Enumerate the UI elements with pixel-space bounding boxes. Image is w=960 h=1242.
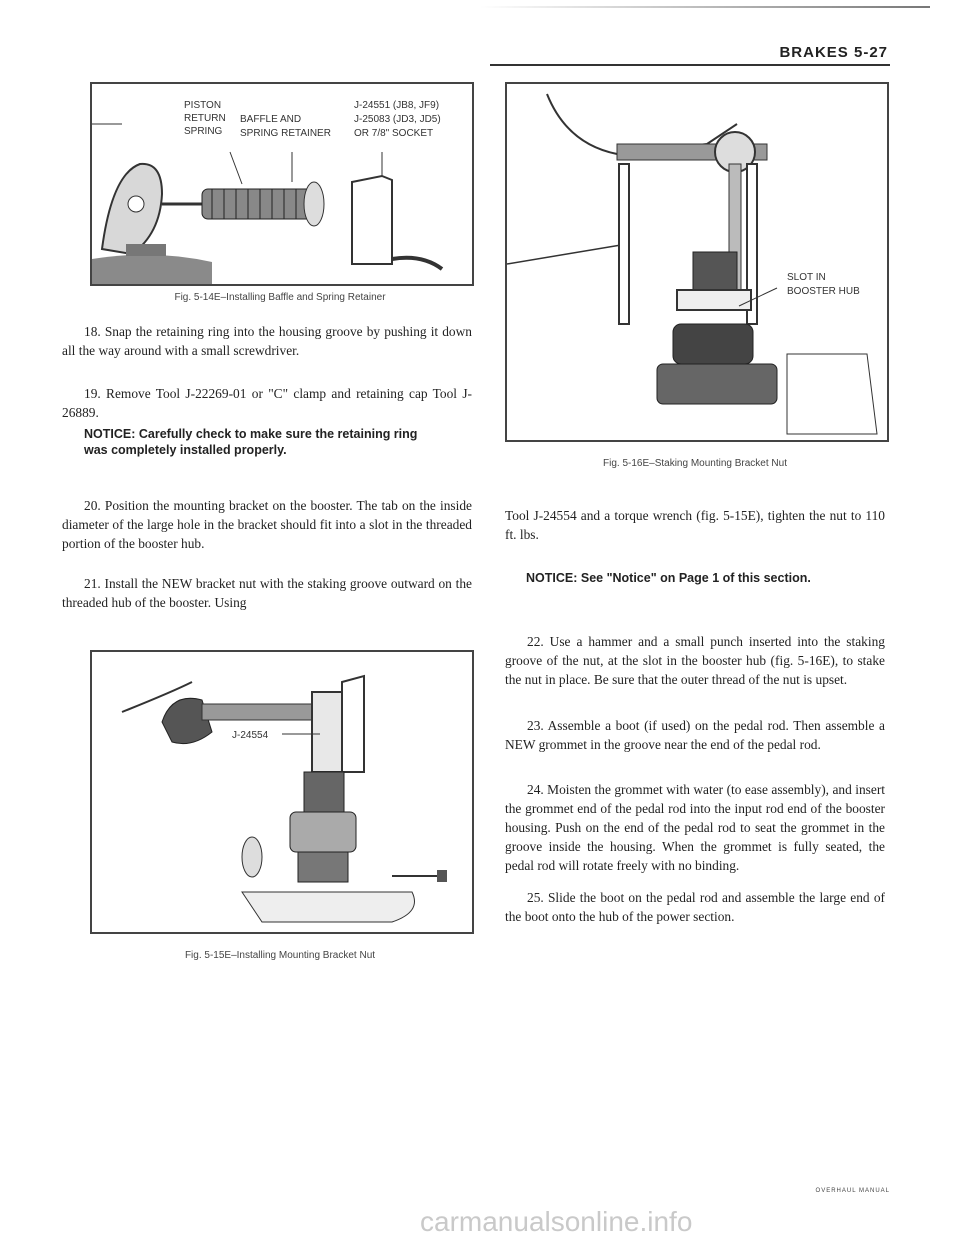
notice-see-page-1: NOTICE: See "Notice" on Page 1 of this section.: [526, 571, 811, 585]
staking-illustration: [507, 84, 887, 440]
caption-fig-5-15e: Fig. 5-15E–Installing Mounting Bracket Nut: [184, 950, 376, 961]
step-22: 22. Use a hammer and a small punch inserted into the staking groove of the nut, at the slot in the booster hub (fig. 5-16E), to stake the nut in place. Be sure that the outer thread of the nut is upset.: [505, 634, 885, 687]
label-spring: SPRING: [184, 126, 223, 137]
label-j25083: J-25083 (JD3, JD5): [354, 114, 441, 125]
label-socket: OR 7/8" SOCKET: [354, 128, 434, 139]
step-20: 20. Position the mounting bracket on the booster. The tab on the inside diameter of the large hole in the bracket should fit into a slot in the threaded portion of the booster hub.: [62, 498, 472, 551]
step-24: 24. Moisten the grommet with water (to ease assembly), and insert the grommet end of the pedal rod into the input rod end of the booster housing. Push on the end of the pedal rod to seat the grommet in the groove inside the housing. When the grommet is fully seated, the pedal rod will rotate freely with no binding.: [505, 782, 885, 873]
caption-fig-5-14e: Fig. 5-14E–Installing Baffle and Spring Retainer: [174, 292, 386, 303]
step-23: 23. Assemble a boot (if used) on the pedal rod. Then assemble a NEW grommet in the groove near the end of the pedal rod.: [505, 718, 885, 752]
caption-fig-5-16e: Fig. 5-16E–Staking Mounting Bracket Nut: [603, 458, 787, 469]
label-j24551: J-24551 (JB8, JF9): [354, 100, 440, 111]
step-21-continued: Tool J-24554 and a torque wrench (fig. 5-15E), tighten the nut to 110 ft. lbs.: [505, 508, 885, 542]
notice-retaining-ring: NOTICE: Carefully check to make sure the retaining ring was completely installed properly.: [84, 427, 418, 457]
figure-5-16e: [505, 82, 889, 442]
step-21: 21. Install the NEW bracket nut with the staking groove outward on the threaded hub of the booster. Using: [62, 576, 472, 610]
label-slot-in: SLOT IN: [787, 272, 826, 283]
label-j24554: J-24554: [232, 730, 269, 741]
figure-5-14e: [90, 82, 474, 286]
step-18: 18. Snap the retaining ring into the housing groove by pushing it down all the way around with a small screwdriver.: [62, 324, 472, 358]
label-spring-retainer: SPRING RETAINER: [240, 128, 331, 139]
baffle-illustration: [92, 84, 472, 284]
figure-5-15e: [90, 650, 474, 934]
page-header: BRAKES 5-27: [779, 44, 888, 61]
top-rule: [480, 6, 930, 8]
label-booster-hub: BOOSTER HUB: [787, 286, 860, 297]
label-piston: PISTON: [184, 100, 222, 111]
step-19: 19. Remove Tool J-22269-01 or "C" clamp and retaining cap Tool J-26889.: [62, 386, 472, 420]
bracket-nut-illustration: [92, 652, 472, 932]
label-baffle-and: BAFFLE AND: [240, 114, 302, 125]
label-return: RETURN: [184, 113, 226, 124]
step-25: 25. Slide the boot on the pedal rod and assemble the large end of the boot onto the hub of the power section.: [505, 890, 885, 924]
watermark: carmanualsonline.info: [420, 1206, 693, 1237]
header-rule: [490, 64, 890, 66]
footer-overhaul-manual: OVERHAUL MANUAL: [815, 1188, 890, 1194]
